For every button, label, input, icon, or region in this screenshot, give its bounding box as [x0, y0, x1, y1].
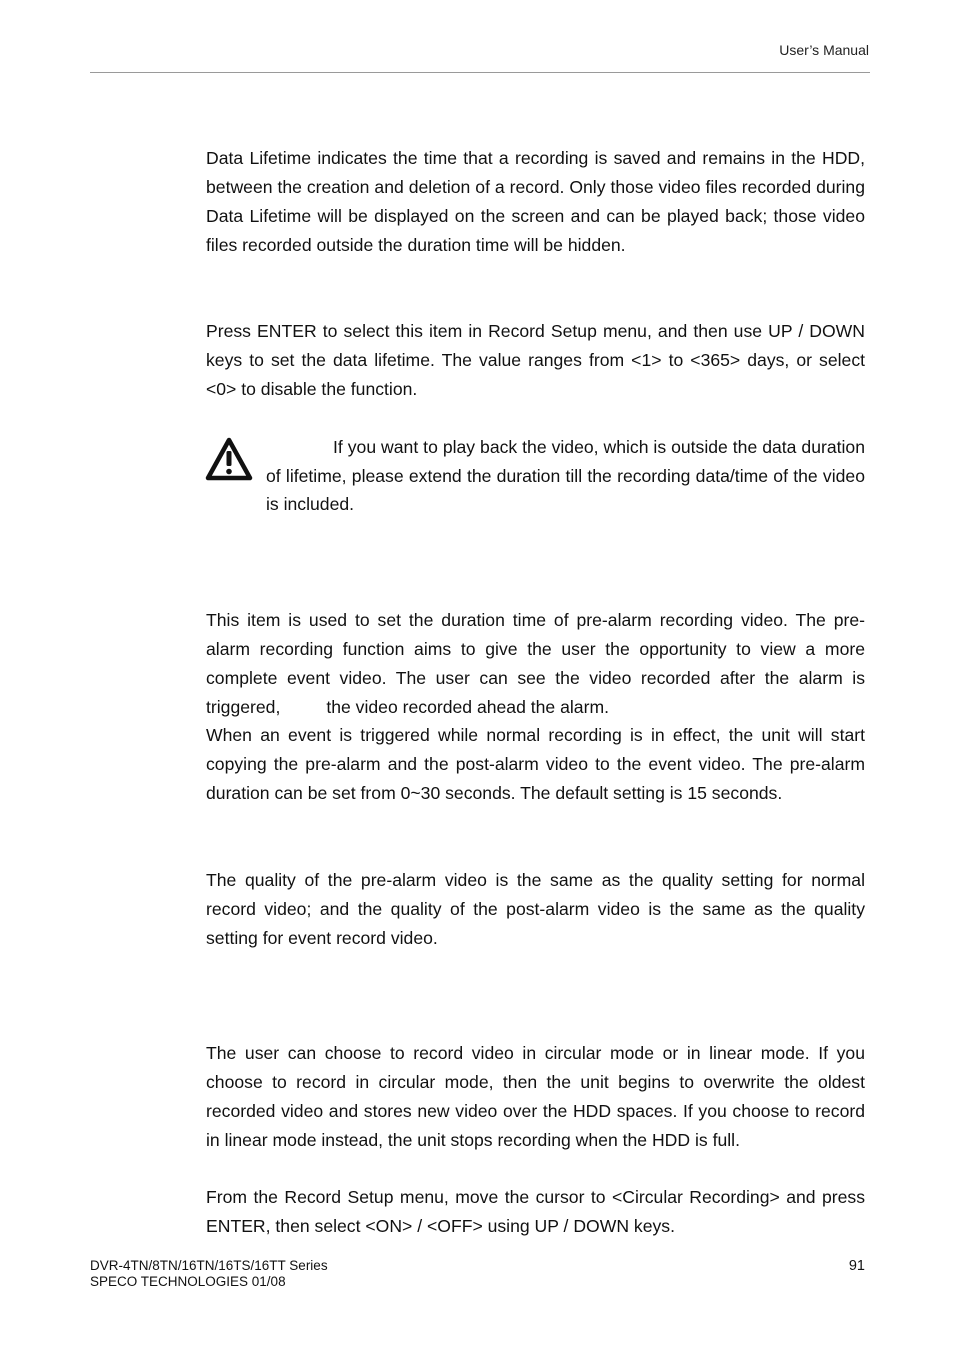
pre-alarm-event-details: When an event is triggered while normal recording is in effect, the unit will start copying the pre-alarm and the post-alarm video to the event video. The pre-alarm duration can be set from 0~30 seconds. The default setting is 15 seconds. [206, 725, 865, 803]
data-lifetime-instructions: Press ENTER to select this item in Record Setup menu, and then use UP / DOWN keys to set the data lifetime. The value ranges from <1> to <365> days, or select <0> to disable the function. [206, 321, 865, 399]
data-lifetime-description: Data Lifetime indicates the time that a recording is saved and remains in the HDD, between the creation and deletion of a record. Only those video files recorded during Data Lifetime will be displayed on the screen and can be played back; those video files recorded outside the duration time will be hidden. [206, 148, 865, 255]
warning-note [266, 433, 865, 519]
header-divider [90, 72, 870, 73]
running-header: User’s Manual [779, 42, 869, 58]
page-number: 91 [848, 1258, 865, 1274]
circular-recording-instructions: From the Record Setup menu, move the cursor to <Circular Recording> and press ENTER, then select <ON> / <OFF> using UP / DOWN keys. [206, 1187, 865, 1236]
circular-recording-description: The user can choose to record video in circular mode or in linear mode. If you choose to record in circular mode, then the unit begins to overwrite the oldest recorded video and stores new video over the HDD spaces. If you choose to record in linear mode instead, the unit stops recording when the HDD is full. [206, 1043, 865, 1150]
pre-alarm-text-part1: This item is used to set the duration time of pre-alarm recording video. The pre-alarm recording function aims to give the user the opportunity to view a more complete event video. The user can see the video recorded after the alarm is triggered, [206, 610, 865, 717]
footer-model: DVR-4TN/8TN/16TN/16TS/16TT Series [90, 1258, 328, 1273]
pre-alarm-quality-note: The quality of the pre-alarm video is the same as the quality setting for normal record video; and the quality of the post-alarm video is the same as the quality setting for event record video. [206, 870, 865, 948]
footer-company: SPECO TECHNOLOGIES 01/08 [90, 1274, 286, 1289]
pre-alarm-description [206, 606, 865, 722]
pre-alarm-text-part2: the video recorded ahead the alarm. [326, 697, 609, 717]
warning-text: If you want to play back the video, which is outside the data duration of lifetime, please extend the duration till the recording data/time of the video is included. [266, 437, 865, 514]
warning-triangle-icon [205, 437, 253, 481]
